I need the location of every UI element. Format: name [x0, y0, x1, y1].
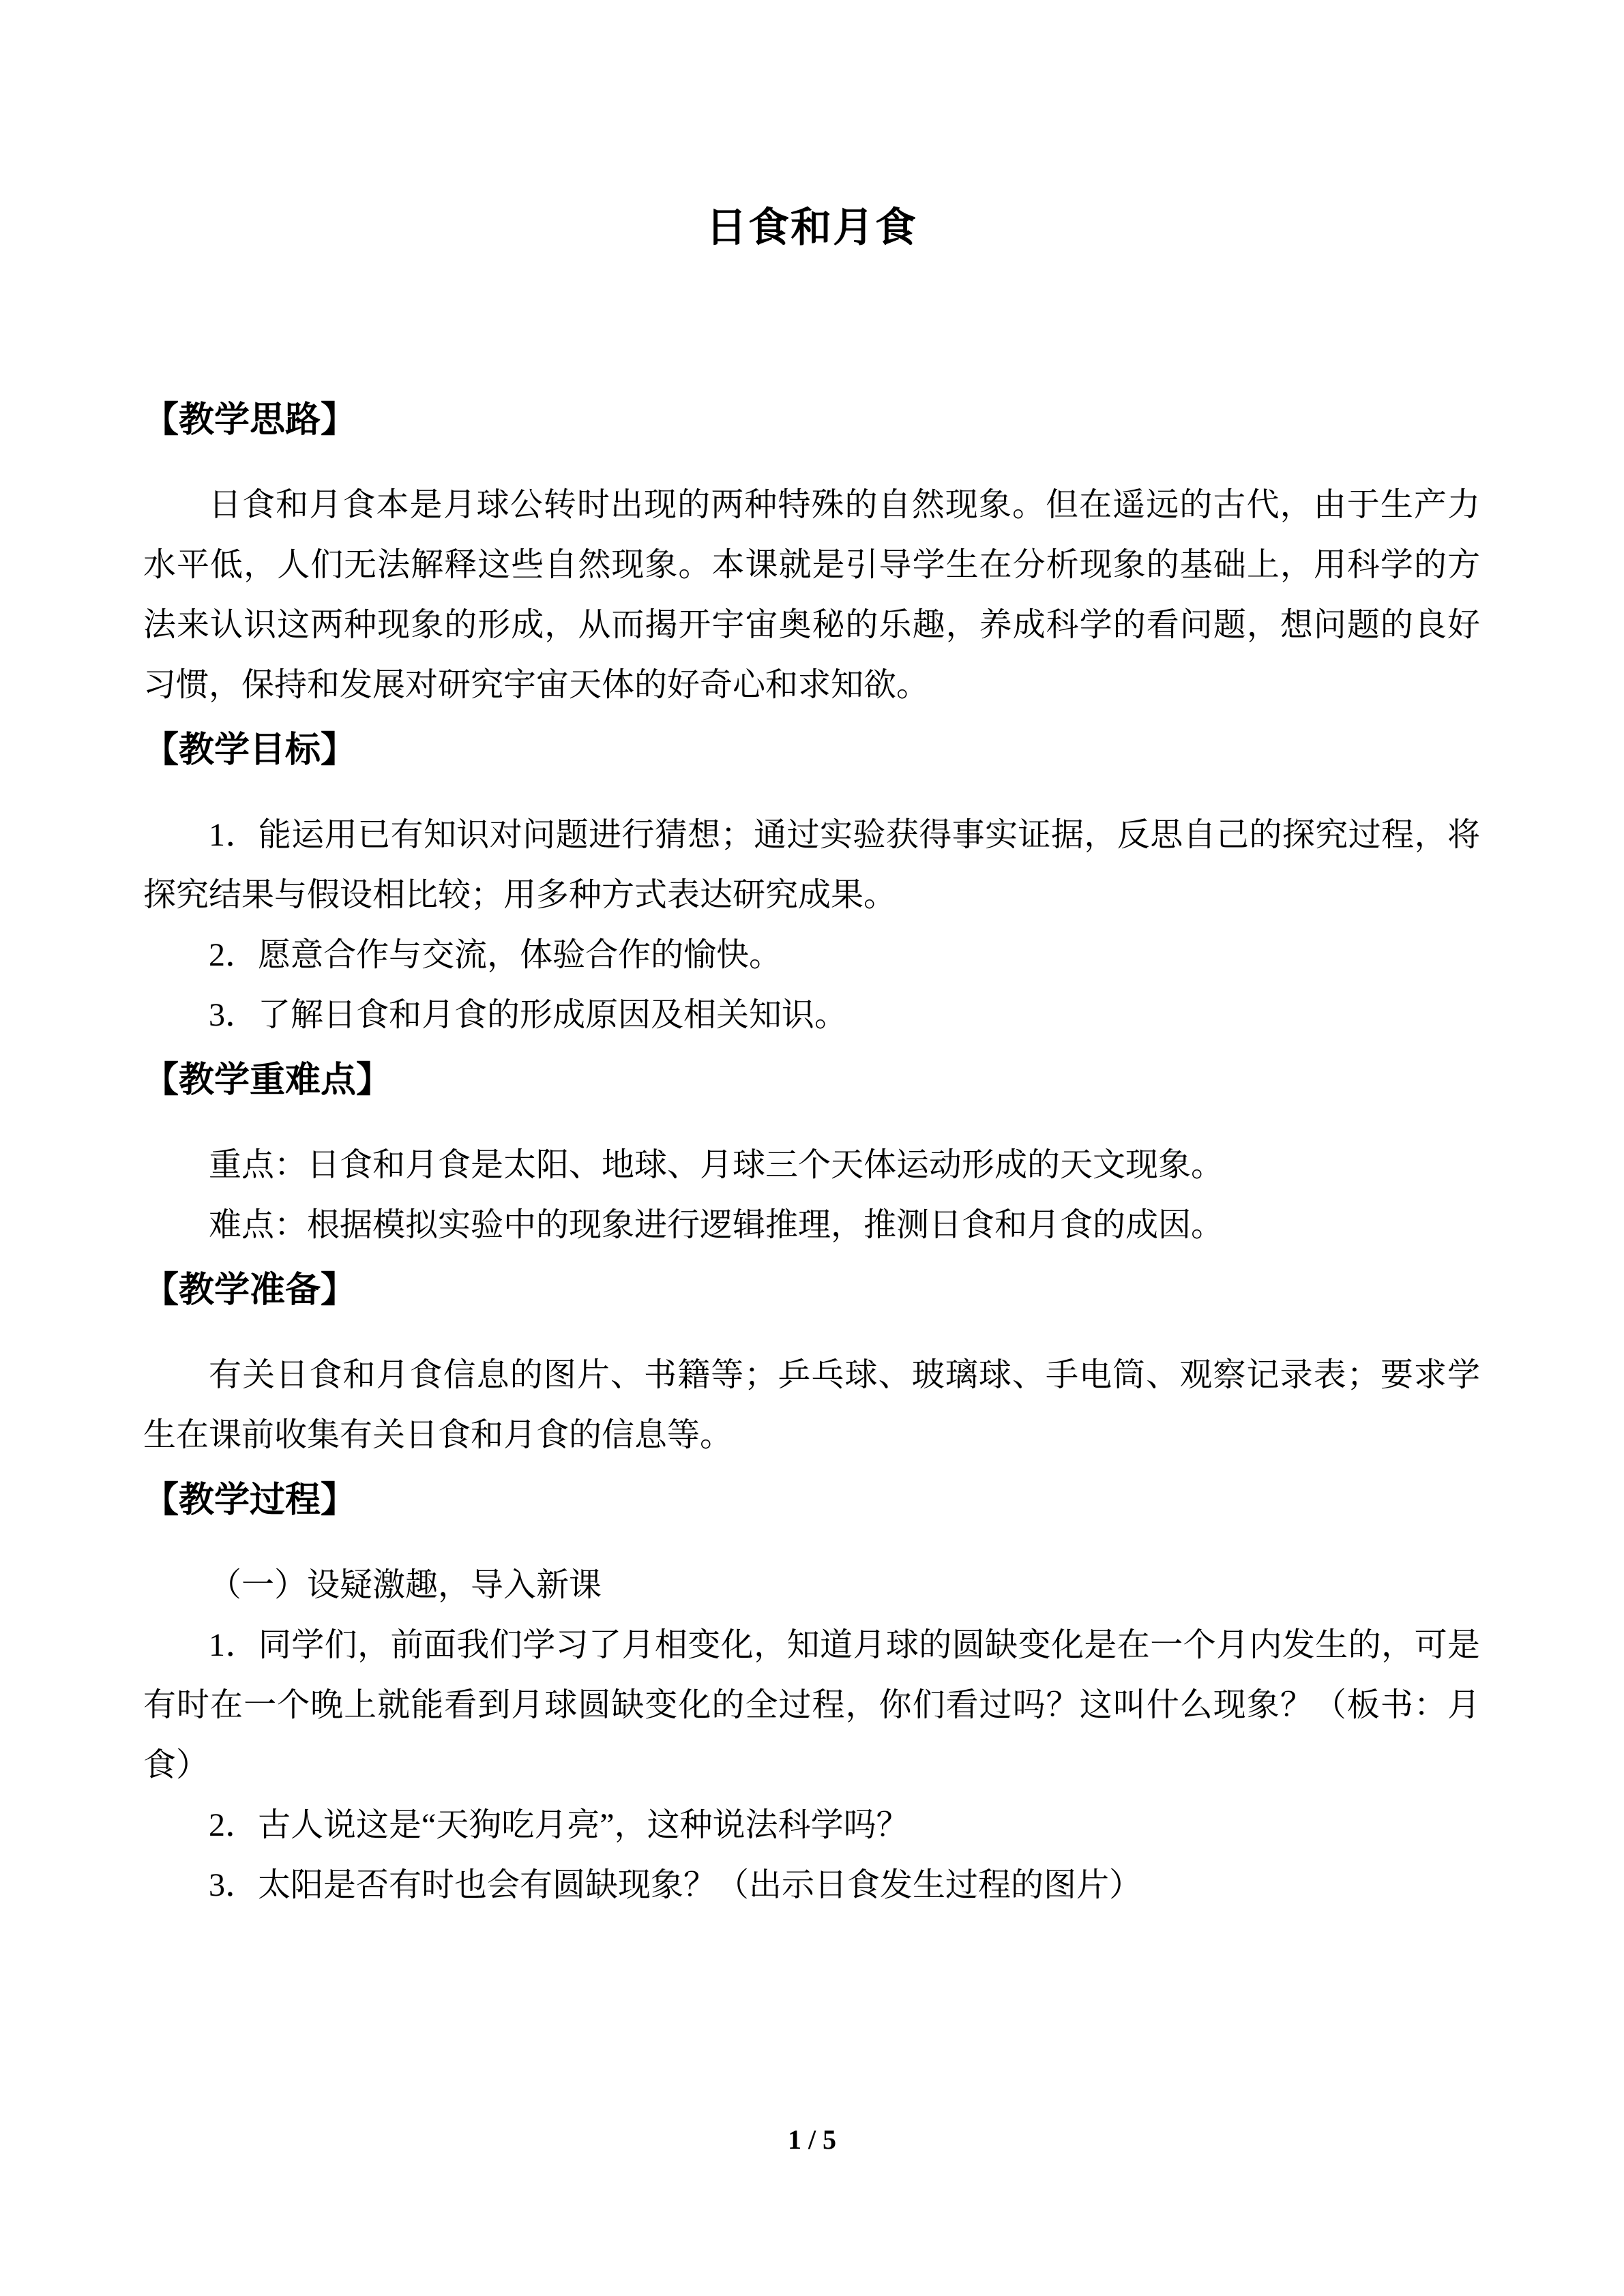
section-heading-teaching-process: 【教学过程】 [143, 1481, 357, 1520]
paragraph: 2．愿意合作与交流，体验合作的愉快。 [209, 937, 782, 973]
paragraph: 有关日食和月食信息的图片、书籍等；乒乓球、玻璃球、手电筒、观察记录表；要求学生在课前收集有关日食和月食的信息等。 [143, 1357, 1480, 1453]
paragraph: 难点：根据模拟实验中的现象进行逻辑推理，推测日食和月食的成因。 [209, 1207, 1224, 1243]
section-heading-teaching-approach: 【教学思路】 [143, 401, 357, 440]
paragraph: 3．太阳是否有时也会有圆缺现象？（出示日食发生过程的图片） [209, 1867, 1142, 1903]
paragraph: （一）设疑激趣，导入新课 [209, 1567, 602, 1603]
paragraph: 2．古人说这是“天狗吃月亮”，这种说法科学吗？ [209, 1807, 909, 1843]
section-heading-key-difficult-points: 【教学重难点】 [143, 1061, 392, 1100]
paragraph: 3．了解日食和月食的形成原因及相关知识。 [209, 997, 848, 1033]
paragraph: 重点：日食和月食是太阳、地球、月球三个天体运动形成的天文现象。 [209, 1147, 1224, 1183]
section-heading-teaching-objectives: 【教学目标】 [143, 731, 357, 770]
section-heading-teaching-preparation: 【教学准备】 [143, 1271, 357, 1310]
page-number: 1 / 5 [787, 2124, 837, 2155]
paragraph: 1．能运用已有知识对问题进行猜想；通过实验获得事实证据，反思自己的探究过程，将探究结果与假设相比较；用多种方式表达研究成果。 [143, 817, 1480, 913]
document-title: 日食和月食 [706, 205, 917, 250]
paragraph: 日食和月食本是月球公转时出现的两种特殊的自然现象。但在遥远的古代，由于生产力水平低，人们无法解释这些自然现象。本课就是引导学生在分析现象的基础上，用科学的方法来认识这两种现象的形成，从而揭开宇宙奥秘的乐趣，养成科学的看问题，想问题的良好习惯，保持和发展对研究宇宙天体的好奇心和求知欲。 [143, 487, 1480, 703]
paragraph: 1．同学们，前面我们学习了月相变化，知道月球的圆缺变化是在一个月内发生的，可是有时在一个晚上就能看到月球圆缺变化的全过程，你们看过吗？这叫什么现象？（板书：月食） [143, 1627, 1480, 1783]
